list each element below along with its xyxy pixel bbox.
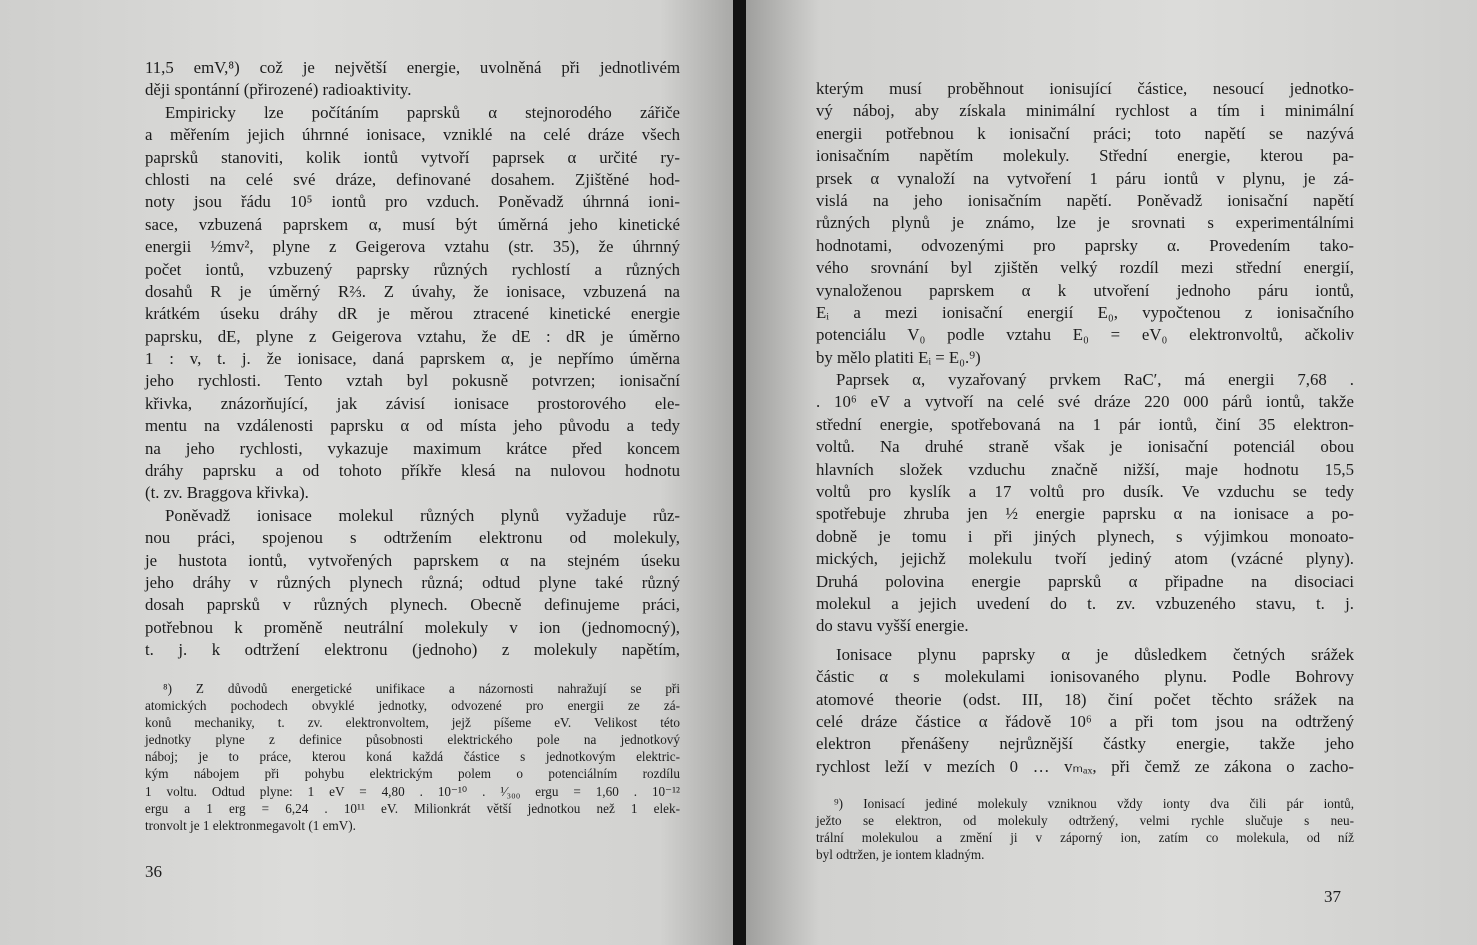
text-line: celé dráze částice α řádově 10⁶ a při tom jsou na odtržený <box>816 711 1354 731</box>
text-line: hlavních složek vzduchu značně nižší, maje hodnotu 15,5 <box>816 459 1354 479</box>
text-line: vého srovnání byl zjištěn velký rozdíl mezi střední energií, <box>816 258 1354 278</box>
text-line: ionisačním napětím molekuly. Střední energie, kterou pa- <box>816 146 1354 166</box>
text-line: paprsku, dE, plyne z Geigerova vztahu, že dE : dR je úměrno <box>145 326 680 346</box>
text-line: energii ½mv², plyne z Geigerova vztahu (str. 35), že úhrnný <box>145 237 680 257</box>
text-line: konů mechaniky, t. zv. elektronvoltem, jejž píšeme eV. Velikost této <box>145 715 680 731</box>
text-line: Poněvadž ionisace molekul různých plynů vyžaduje růz- <box>165 505 680 525</box>
text-line: dráhy paprsku a od tohoto příkře klesá na nulovou hodnotu <box>145 461 680 481</box>
text-line: rychlost leží v mezích 0 … vₘₐₓ, při čemž ze zákona o zacho- <box>816 756 1354 776</box>
text-line: tronvolt je 1 elektronmegavolt (1 emV). <box>145 817 356 833</box>
text-line: potřebnou k proměně neutrální molekuly v ion (jednomocný), <box>145 617 680 637</box>
right-page <box>746 0 1477 945</box>
text-line: ⁸) Z důvodů energetické unifikace a názornosti nahražují se při <box>163 681 680 696</box>
right-page-number: 37 <box>1324 887 1341 906</box>
text-line: vý náboj, aby získala minimální rychlost a tím i minimální <box>816 101 1354 121</box>
text-line: křivka, znázorňující, jak závisí ionisace prostorového ele- <box>145 393 680 413</box>
text-line: voltů pro kyslík a 17 voltů pro dusík. Ve vzduchu se tedy <box>816 482 1354 502</box>
text-line: krátkém úseku dráhy dR je měrou ztracené kinetické energie <box>145 304 680 324</box>
text-line: Empiricky lze počítáním paprsků α stejnorodého zářiče <box>165 102 680 122</box>
text-line: dosah paprsků v různých plynech. Obecně definujeme práci, <box>145 595 680 615</box>
text-line: Ionisace plynu paprsky α je důsledkem četných srážek <box>836 644 1354 664</box>
left-page-body-text <box>145 57 680 662</box>
text-line: hodnotami, odvozenými pro paprsky α. Provedením tako- <box>816 235 1354 255</box>
text-line: kterým musí proběhnout ionisující částice, nesoucí jednotko- <box>816 79 1354 98</box>
text-line: nou práci, spojenou s odtržením elektronu od molekuly, <box>145 528 680 548</box>
text-line: jeho rychlosti. Tento vztah byl pokusně potvrzen; ionisační <box>145 371 680 391</box>
text-line: náboj; je to práce, kterou koná každá částice s jednotkovým elektric- <box>145 749 680 765</box>
text-line: na jeho rychlosti, vykazuje maximum krátce před koncem <box>145 438 680 458</box>
text-line: kým nábojem při pohybu elektrickým polem o potenciálním rozdílu <box>145 766 680 782</box>
text-line: ježto se elektron, od molekuly odtržený, velmi rychle slučuje s neu- <box>816 813 1354 829</box>
text-line: jednotky plyne z definice působnosti elektrického pole na jednotkový <box>145 732 680 748</box>
text-line: 1 : v, t. j. že ionisace, daná paprskem α, je nepřímo úměrna <box>145 349 680 369</box>
text-line: do stavu vyšší energie. <box>816 616 969 636</box>
right-page-footnote <box>816 795 1354 863</box>
text-line: počet iontů, vzbuzený paprsky různých rychlostí a různých <box>145 259 680 279</box>
text-line: částic α s molekulami ionisovaného plynu. Podle Bohrovy <box>816 667 1354 687</box>
text-line: Druhá polovina energie paprsků α připadne na disociaci <box>816 571 1354 591</box>
text-line: Paprsek α, vyzařovaný prvkem RaC′, má energii 7,68 . <box>836 370 1354 390</box>
text-line: střední energie, spotřebovaná na 1 pár iontů, činí 35 elektron- <box>816 414 1354 434</box>
text-line: atomové theorie (odst. III, 18) činí počet těchto srážek na <box>816 689 1354 709</box>
text-line: 1 voltu. Odtud plyne: 1 eV = 4,80 . 10⁻¹⁰ . ¹⁄₃₀₀ ergu = 1,60 . 10⁻¹² <box>145 783 680 799</box>
left-page-number: 36 <box>145 862 162 881</box>
text-line: molekul a jejich uvedení do t. zv. vzbuzeného stavu, t. j. <box>816 593 1354 613</box>
text-line: je hustota iontů, vytvořených paprskem α na stejném úseku <box>145 550 680 570</box>
text-line: (t. zv. Braggova křivka). <box>145 483 309 503</box>
text-line: energii potřebnou k ionisační práci; toto napětí se nazývá <box>816 123 1354 143</box>
text-line: různých plynů je známo, lze je srovnati s experimentálními <box>816 213 1354 233</box>
text-line: Eᵢ a mezi ionisační energií E₀, vypočtenou z ionisačního <box>816 302 1354 322</box>
right-page-body-text <box>816 78 1354 778</box>
text-line: ergu a 1 erg = 6,24 . 10¹¹ eV. Milionkrát větší jednotkou než 1 elek- <box>145 800 680 816</box>
left-page-footnote <box>145 680 680 834</box>
text-line: voltů. Na druhé straně však je ionisační potenciál obou <box>816 437 1354 457</box>
text-line: ději spontánní (přirozené) radioaktivity. <box>145 80 412 100</box>
text-line: a měřením jejich úhrnné ionisace, vzniklé na celé dráze všech <box>145 125 680 145</box>
text-line: trální molekulou a změní ji v záporný ion, zatím co molekula, od níž <box>816 830 1354 846</box>
text-line: elektron přenášeny nejrůznější částky energie, takže jeho <box>816 734 1354 754</box>
text-line: dobně je tomu i při jiných plynech, s výjimkou monoato- <box>816 526 1354 546</box>
text-line: mentu na vzdálenosti paprsku α od místa jeho původu a tedy <box>145 416 680 436</box>
text-line: sace, vzbuzená paprskem α, musí být úměrná jeho kinetické <box>145 214 680 234</box>
text-line: dosahů R je úměrný R⅔. Z úvahy, že ionisace, vzbuzená na <box>145 281 680 301</box>
text-line: paprsků stanoviti, kolik iontů vytvoří paprsek α určité ry- <box>145 147 680 167</box>
text-line: . 10⁶ eV a vytvoří na celé své dráze 220 000 párů iontů, takže <box>816 392 1354 412</box>
text-line: chlosti na celé své dráze, definované dosahem. Zjištěné hod- <box>145 169 680 189</box>
text-line: vynaloženou paprskem α k utvoření jednoho páru iontů, <box>816 280 1354 300</box>
text-line: mických, jejichž molekulu tvoří jediný atom (vzácné plyny). <box>816 549 1354 569</box>
text-line: t. j. k odtržení elektronu (jednoho) z molekuly napětím, <box>145 640 680 660</box>
text-line: atomických pochodech obvyklé jednotky, odvozené pro energii ze zá- <box>145 698 680 714</box>
text-line: ⁹) Ionisací jediné molekuly vzniknou vždy ionty dva čili pár iontů, <box>834 796 1354 811</box>
text-line: vislá na jeho ionisačním napětí. Poněvadž ionisační napětí <box>816 190 1354 210</box>
book-gutter <box>733 0 746 945</box>
text-line: prsek α vynaloží na vytvoření 1 páru iontů v plynu, je zá- <box>816 168 1354 188</box>
text-line: spotřebuje zhruba jen ½ energie paprsku α na ionisace a po- <box>816 504 1354 524</box>
text-line: 11,5 emV,⁸) což je největší energie, uvolněná při jednotlivém <box>145 58 680 77</box>
text-line: by mělo platiti Eᵢ = E₀.⁹) <box>816 347 981 367</box>
text-line: noty jsou řádu 10⁵ iontů pro vzduch. Poněvadž úhrnná ioni- <box>145 192 680 212</box>
text-line: potenciálu V₀ podle vztahu E₀ = eV₀ elektronvoltů, ačkoliv <box>816 325 1354 345</box>
text-line: byl odtržen, je iontem kladným. <box>816 847 985 863</box>
left-page <box>0 0 733 945</box>
text-line: jeho dráhy v různých plynech různá; odtud plyne také různý <box>145 572 680 592</box>
